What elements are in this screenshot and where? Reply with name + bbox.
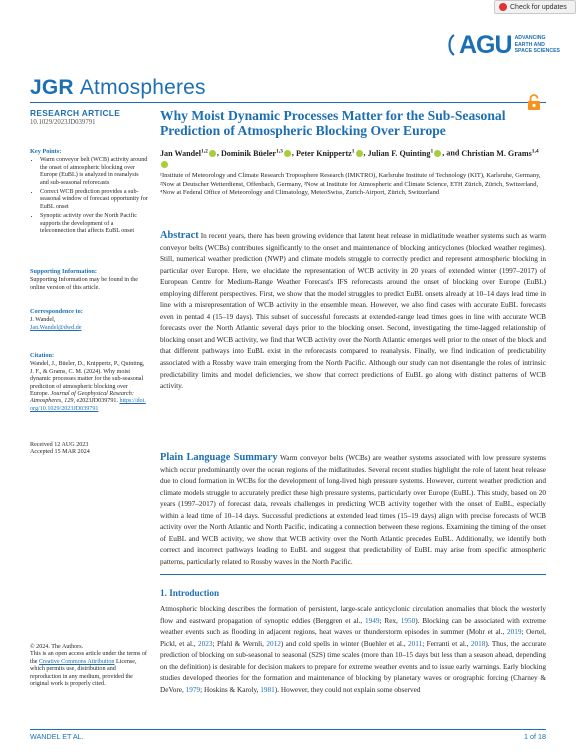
article-doi: 10.1029/2023JD039791 <box>30 119 96 127</box>
citation-link[interactable]: 2018 <box>470 639 486 648</box>
plain-language-summary-text: Warm conveyor belts (WCBs) are weather systems associated with low pressure systems which occur predominantly over the ocean regions of the midlatitudes. Several recent studies highlight the role of latent heat release due to cloud formation in WCBs for the development of long-lived high pressure systems. However, current weather prediction and climate models struggle to accurately predict these high pressure systems, particularly over Europe (EuBL). This study, based on 20 years (1997–2017) of forecast data, reveals challenges in predicting WCB activity together with the onset of EuBL, especially within a lead time of 10–14 days. Successful predictions at extended lead times (15–19 days) align with precise forecasts of WCB activity over the North Atlantic and North Pacific, indicating a connection between these regions. Examining the timing of the onset of EuBL and WCB activity, we show that WCB activity over the North Atlantic precedes EuBL. Additionally, we identify both correct and incorrect pathways leading to EuBL and suggest that predictability of EuBL may arise from specific atmospheric patterns, particularly related to Rossby waves in the North Pacific. <box>160 454 546 566</box>
key-point-item: • Synoptic activity over the North Pacific supports the development of a teleconnection that affects EuBL onset <box>40 213 148 235</box>
citation-link[interactable]: 1950 <box>400 616 416 625</box>
license-text-after: License, which permits use, distribution and reproduction in any medium, provided the original work is properly cited. <box>30 658 137 688</box>
journal-prefix: JGR <box>30 76 74 99</box>
article-type: RESEARCH ARTICLE <box>30 108 121 118</box>
correspondence-email-link[interactable]: Jan.Wandel@dwd.de <box>30 324 82 331</box>
citation-link[interactable]: 2023 <box>198 639 213 648</box>
citation-link[interactable]: 2012 <box>266 639 281 648</box>
correspondence-name: J. Wandel, <box>30 317 56 324</box>
supporting-information <box>30 268 148 292</box>
author-name: Julian F. Quinting$^1$ <box>368 149 443 158</box>
section-divider <box>160 574 546 575</box>
journal-title <box>30 76 206 100</box>
citation <box>30 352 148 413</box>
supporting-information-heading: Supporting Information: <box>30 268 98 275</box>
agu-tagline: ADVANCING EARTH AND SPACE SCIENCES <box>514 35 561 55</box>
check-for-updates-label: Check for updates <box>510 3 567 11</box>
open-access-lock-icon <box>527 94 541 110</box>
abstract-heading: Abstract <box>160 230 199 241</box>
citation-link[interactable]: 2019 <box>506 628 522 637</box>
key-point-item: • Correct WCB prediction provides a sub-seasonal window of forecast opportunity for EuBL onset <box>40 189 148 211</box>
key-point-item: • Warm conveyor belt (WCB) activity around the onset of atmospheric blocking over Europe (EuBL) is analyzed in reanalysis and sub-seasonal reforecasts <box>40 157 148 187</box>
orcid-icon[interactable] <box>161 161 168 168</box>
citation-doi-link[interactable]: https://doi.org/10.1029/2023JD039791 <box>30 398 146 412</box>
header-divider <box>30 102 546 103</box>
article-title: Why Moist Dynamic Processes Matter for the Sub-Seasonal Prediction of Atmospheric Blocking Over Europe <box>160 108 506 139</box>
supporting-information-text: Supporting Information may be found in the online version of this article. <box>30 277 138 291</box>
introduction-text: Atmospheric blocking describes the formation of persistent, large-scale anticyclonic circulation anomalies that block the westerly flow and eastward propagation of synoptic eddies (Berggren et al., 1949; Rex, 1950). Blocking can be associated with extreme weather events such as flooding in adjacent regions, heat waves or thunderstorm episodes in summer (Mohr et al., 2019; Oertel, Pickl, et al., 2023; Pfahl & Wernli, 2012) and cold spells in winter (Buehler et al., 2011; Ferranti et al., 2018). Thus, the accurate prediction of blocking on sub-seasonal to seasonal (S2S) time scales (more than 10–15 days but less than a season ahead, depending on the definition) is desirable for decision makers to prepare for extreme weather events and to issue early warnings. Early blocking studies developed theories for the formation and maintenance of blocking by planetary waves or orographic forcing (Charney & DeVore, 1979; Hoskins & Karoly, 1981). However, they could not explain some observed <box>160 605 546 694</box>
agu-globe-icon <box>446 34 456 56</box>
orcid-icon[interactable] <box>434 150 441 157</box>
article-dates <box>30 442 148 457</box>
author-name: Peter Knippertz$^1$ <box>296 149 364 158</box>
key-points <box>30 148 148 237</box>
introduction-heading: 1. Introduction <box>160 588 220 598</box>
check-for-updates-button[interactable] <box>494 0 576 14</box>
footer-authors: WANDEL ET AL. <box>30 732 84 741</box>
journal-name: Atmospheres <box>79 76 206 99</box>
citation-link[interactable]: 1981 <box>260 685 275 694</box>
citation-text: Wandel, J., Büeler, D., Knippertz, P., Quinting, J. F., & Grams, C. M. (2024). Why moist dynamic processes matter for the sub-seasonal prediction of atmospheric blocking over Europe. <box>30 361 145 398</box>
affiliations: ¹Institute of Meteorology and Climate Research Troposphere Research (IMKTRO), Karlsruhe Institute of Technology (KIT), Karlsruhe, Germany, ²Now at Deutscher Wetterdienst, Offenbach, Germany, ³Now at Institute for Atmospheric and Climate Science, ETH Zürich, Zürich, Switzerland, ⁴Now at Federal Office of Meteorology and Climatology, MeteoSwiss, Zurich-Airport, Zürich, Switzerland <box>160 172 541 197</box>
article-type-block <box>30 110 148 127</box>
orcid-icon[interactable] <box>356 150 363 157</box>
abstract <box>160 230 546 393</box>
citation-link[interactable]: 1949 <box>365 616 380 625</box>
page-number: 1 of 18 <box>524 732 546 741</box>
footer-divider <box>30 729 546 730</box>
correspondence <box>30 308 148 332</box>
license-block <box>30 644 148 688</box>
author-name: Dominik Büeler$^{1,3}$ <box>221 149 292 158</box>
citation-link[interactable]: 2011 <box>407 639 423 648</box>
key-points-heading: Key Points: <box>30 148 62 155</box>
citation-link[interactable]: 1979 <box>185 685 201 694</box>
license-text-before: This is an open access article under the terms of the <box>30 651 147 665</box>
received-date: Received 12 AUG 2023 <box>30 442 89 448</box>
copyright-notice: © 2024. The Authors. <box>30 644 84 650</box>
accepted-date: Accepted 15 MAR 2024 <box>30 449 90 456</box>
abstract-text: In recent years, there has been growing evidence that latent heat release in midlatitude weather systems such as warm conveyor belts (WCBs) contributes significantly to the onset and maintenance of blocking anticyclones (blocked weather regimes). Still, numerical weather prediction (NWP) and climate models struggle to correctly predict and represent atmospheric blocking in particular over Europe. Here, we elucidate the representation of WCB activity in 20 years of extended winter (1997–2017) of European Centre for Medium-Range Weather Forecast's IFS reforecasts around the onset of blocking over Europe (EuBL) employing different perspectives. First, we show that the model struggles to predict EuBL onsets already at 10–14 days lead time in line with a misrepresentation of WCB activity in the ensemble mean. However, we also find cases with accurate EuBL forecasts even in pentad 4 (15–19 days). This subset of successful forecasts at extended-range lead times goes in line with accurate WCB forecasts over the North Atlantic several days prior to the blocking onset. Second, investigating the time-lagged relationship of blocking onset and WCB activity, we find that WCB activity over the North Atlantic emerges well prior to the onset of the block and that different pathways into EuBL exist in the reforecasts compared to reanalysis. Finally, we find indication of predictability associated with a Rossby wave train emerging from the North Pacific. Although our study can not disentangle the roles of intrinsic predictability limits and model deficiencies, we show that correct predictions of EuBL go along with distinct patterns of WCB activity. <box>160 232 546 391</box>
correspondence-heading: Correspondence to: <box>30 308 83 315</box>
author-name: Christian M. Grams$^{1,4}$ <box>160 149 539 169</box>
plain-language-summary-heading: Plain Language Summary <box>160 452 278 463</box>
author-list: Jan Wandel$^{1,2}$ , Dominik Büeler$^{1,3}$ , Peter Knippertz$^1$ , Julian F. Quinting$^1$ , and Christian M. Grams$^{1,4}$ <box>160 146 546 170</box>
orcid-icon[interactable] <box>284 150 291 157</box>
agu-logo[interactable] <box>446 30 564 60</box>
citation-heading: Citation: <box>30 352 55 359</box>
crossmark-icon <box>499 3 507 11</box>
citation-journal: Journal of Geophysical Research: Atmospheres, 129, <box>30 391 134 405</box>
citation-locator: e2023JD039791. <box>76 398 118 405</box>
author-name: Jan Wandel$^{1,2}$ <box>160 149 217 158</box>
plain-language-summary <box>160 452 546 568</box>
creative-commons-link[interactable]: Creative Commons Attribution <box>38 658 115 665</box>
agu-logo-text: AGU <box>459 30 512 59</box>
orcid-icon[interactable] <box>209 150 216 157</box>
